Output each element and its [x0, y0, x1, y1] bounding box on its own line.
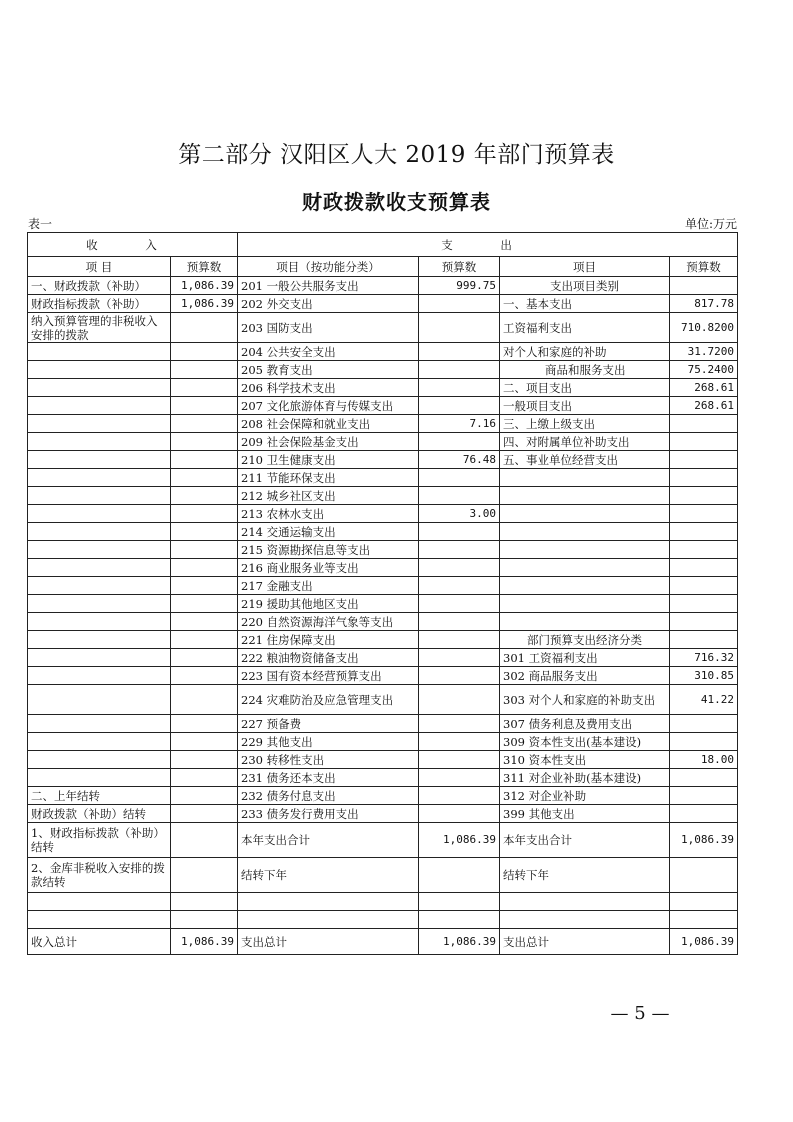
income-budget-cell: [171, 433, 238, 451]
income-item-cell: [28, 911, 171, 929]
function-budget-cell: [419, 751, 500, 769]
income-item-cell: [28, 397, 171, 415]
category-budget-cell: 268.61: [670, 397, 738, 415]
function-budget-cell: 3.00: [419, 505, 500, 523]
income-budget-cell: [171, 631, 238, 649]
function-item-cell: 206 科学技术支出: [238, 379, 419, 397]
function-budget-cell: 1,086.39: [419, 929, 500, 955]
income-item-cell: 1、财政指标拨款（补助）结转: [28, 823, 171, 858]
category-budget-cell: 1,086.39: [670, 823, 738, 858]
income-budget-cell: 1,086.39: [171, 295, 238, 313]
category-item-cell: 309 资本性支出(基本建设): [500, 733, 670, 751]
income-budget-cell: [171, 469, 238, 487]
table-row: [28, 667, 738, 685]
table-row: [28, 929, 738, 955]
function-item-cell: 232 债务付息支出: [238, 787, 419, 805]
category-budget-cell: 41.22: [670, 685, 738, 715]
function-item-cell: 229 其他支出: [238, 733, 419, 751]
function-item-cell: 201 一般公共服务支出: [238, 277, 419, 295]
category-budget-cell: [670, 415, 738, 433]
category-budget-cell: [670, 613, 738, 631]
category-item-cell: [500, 523, 670, 541]
expense-header: 支 出: [238, 233, 738, 257]
column-header-budget2: 预算数: [419, 257, 500, 277]
category-item-cell: 301 工资福利支出: [500, 649, 670, 667]
category-item-cell: 对个人和家庭的补助: [500, 343, 670, 361]
category-item-cell: [500, 595, 670, 613]
category-item-cell: 302 商品服务支出: [500, 667, 670, 685]
income-budget-cell: [171, 733, 238, 751]
category-budget-cell: [670, 911, 738, 929]
income-budget-cell: [171, 805, 238, 823]
income-budget-cell: [171, 451, 238, 469]
income-budget-cell: 1,086.39: [171, 277, 238, 295]
table-row: [28, 469, 738, 487]
category-item-cell: 五、事业单位经营支出: [500, 451, 670, 469]
income-budget-cell: [171, 397, 238, 415]
function-item-cell: 217 金融支出: [238, 577, 419, 595]
table-row: [28, 295, 738, 313]
function-budget-cell: [419, 343, 500, 361]
function-budget-cell: [419, 667, 500, 685]
function-budget-cell: [419, 613, 500, 631]
function-item-cell: [238, 911, 419, 929]
function-budget-cell: [419, 379, 500, 397]
income-item-cell: 纳入预算管理的非税收入安排的拨款: [28, 313, 171, 343]
function-item-cell: 204 公共安全支出: [238, 343, 419, 361]
function-item-cell: 203 国防支出: [238, 313, 419, 343]
table-row: [28, 823, 738, 858]
table-column-header-row: [28, 257, 738, 277]
income-item-cell: [28, 433, 171, 451]
table-row: [28, 277, 738, 295]
income-budget-cell: [171, 559, 238, 577]
category-budget-cell: [670, 277, 738, 295]
table-row: [28, 805, 738, 823]
income-item-cell: 2、金库非税收入安排的拨款结转: [28, 858, 171, 893]
function-budget-cell: [419, 858, 500, 893]
table-number: 表一: [28, 217, 53, 231]
income-item-cell: [28, 487, 171, 505]
category-budget-cell: [670, 787, 738, 805]
table-row: [28, 911, 738, 929]
table-row: [28, 343, 738, 361]
function-item-cell: 支出总计: [238, 929, 419, 955]
category-item-cell: 399 其他支出: [500, 805, 670, 823]
function-budget-cell: [419, 911, 500, 929]
income-item-cell: [28, 769, 171, 787]
category-item-cell: 二、项目支出: [500, 379, 670, 397]
income-header: 收 入: [28, 233, 238, 257]
table-row: [28, 451, 738, 469]
category-budget-cell: [670, 487, 738, 505]
category-budget-cell: 268.61: [670, 379, 738, 397]
income-budget-cell: [171, 715, 238, 733]
category-item-cell: 结转下年: [500, 858, 670, 893]
function-item-cell: 208 社会保障和就业支出: [238, 415, 419, 433]
table-row: [28, 523, 738, 541]
function-budget-cell: [419, 361, 500, 379]
page-title: 第二部分 汉阳区人大 2019 年部门预算表: [178, 142, 615, 168]
income-item-cell: 财政指标拨款（补助）: [28, 295, 171, 313]
category-item-cell: [500, 505, 670, 523]
income-item-cell: [28, 685, 171, 715]
income-budget-cell: [171, 858, 238, 893]
category-item-cell: 四、对附属单位补助支出: [500, 433, 670, 451]
income-budget-cell: [171, 613, 238, 631]
income-item-cell: [28, 893, 171, 911]
function-item-cell: 207 文化旅游体育与传媒支出: [238, 397, 419, 415]
function-budget-cell: [419, 685, 500, 715]
function-item-cell: 221 住房保障支出: [238, 631, 419, 649]
function-item-cell: 212 城乡社区支出: [238, 487, 419, 505]
income-budget-cell: [171, 505, 238, 523]
table-row: [28, 858, 738, 893]
category-budget-cell: 1,086.39: [670, 929, 738, 955]
function-budget-cell: [419, 487, 500, 505]
income-budget-cell: [171, 343, 238, 361]
function-budget-cell: [419, 313, 500, 343]
category-budget-cell: 716.32: [670, 649, 738, 667]
income-budget-cell: [171, 487, 238, 505]
category-item-cell: 310 资本性支出: [500, 751, 670, 769]
income-item-cell: [28, 577, 171, 595]
category-item-cell: [500, 469, 670, 487]
column-header-budget3: 预算数: [670, 257, 738, 277]
income-budget-cell: [171, 649, 238, 667]
function-item-cell: 224 灾难防治及应急管理支出: [238, 685, 419, 715]
category-budget-cell: [670, 595, 738, 613]
income-item-cell: [28, 343, 171, 361]
category-item-cell: 支出总计: [500, 929, 670, 955]
function-item-cell: 220 自然资源海洋气象等支出: [238, 613, 419, 631]
page-number: — 5 —: [610, 1003, 670, 1024]
income-item-cell: [28, 505, 171, 523]
income-item-cell: [28, 649, 171, 667]
function-item-cell: 本年支出合计: [238, 823, 419, 858]
function-budget-cell: [419, 733, 500, 751]
function-item-cell: [238, 893, 419, 911]
function-item-cell: 211 节能环保支出: [238, 469, 419, 487]
column-header-item: 项 目: [28, 257, 171, 277]
income-item-cell: 一、财政拨款（补助）: [28, 277, 171, 295]
table-row: [28, 787, 738, 805]
income-budget-cell: [171, 911, 238, 929]
table-row: [28, 361, 738, 379]
table-row: [28, 577, 738, 595]
category-budget-cell: [670, 715, 738, 733]
category-budget-cell: [670, 858, 738, 893]
table-row: [28, 733, 738, 751]
income-item-cell: [28, 559, 171, 577]
function-item-cell: 205 教育支出: [238, 361, 419, 379]
function-budget-cell: [419, 295, 500, 313]
function-budget-cell: 7.16: [419, 415, 500, 433]
income-item-cell: [28, 733, 171, 751]
function-item-cell: 222 粮油物资储备支出: [238, 649, 419, 667]
function-item-cell: 231 债务还本支出: [238, 769, 419, 787]
category-budget-cell: 310.85: [670, 667, 738, 685]
income-item-cell: [28, 379, 171, 397]
income-budget-cell: [171, 667, 238, 685]
category-item-cell: 一般项目支出: [500, 397, 670, 415]
function-budget-cell: 1,086.39: [419, 823, 500, 858]
income-item-cell: [28, 595, 171, 613]
income-budget-cell: 1,086.39: [171, 929, 238, 955]
category-item-cell: [500, 487, 670, 505]
category-budget-cell: [670, 469, 738, 487]
category-item-cell: [500, 541, 670, 559]
function-budget-cell: [419, 559, 500, 577]
category-item-cell: 312 对企业补助: [500, 787, 670, 805]
table-row: [28, 433, 738, 451]
category-budget-cell: [670, 577, 738, 595]
function-budget-cell: [419, 541, 500, 559]
table-row: [28, 631, 738, 649]
function-budget-cell: [419, 715, 500, 733]
function-item-cell: 215 资源勘探信息等支出: [238, 541, 419, 559]
category-budget-cell: 817.78: [670, 295, 738, 313]
column-header-budget: 预算数: [171, 257, 238, 277]
category-item-cell: 311 对企业补助(基本建设): [500, 769, 670, 787]
table-row: [28, 751, 738, 769]
income-item-cell: 二、上年结转: [28, 787, 171, 805]
budget-table: [27, 232, 738, 955]
category-budget-cell: 710.8200: [670, 313, 738, 343]
table-row: [28, 397, 738, 415]
table-row: [28, 313, 738, 343]
income-budget-cell: [171, 751, 238, 769]
function-budget-cell: [419, 595, 500, 613]
category-budget-cell: 18.00: [670, 751, 738, 769]
category-budget-cell: 31.7200: [670, 343, 738, 361]
function-item-cell: 219 援助其他地区支出: [238, 595, 419, 613]
table-row: [28, 379, 738, 397]
income-item-cell: [28, 361, 171, 379]
income-item-cell: [28, 541, 171, 559]
category-item-cell: [500, 559, 670, 577]
function-budget-cell: 999.75: [419, 277, 500, 295]
category-budget-cell: [670, 541, 738, 559]
category-item-cell: 本年支出合计: [500, 823, 670, 858]
income-budget-cell: [171, 893, 238, 911]
category-budget-cell: [670, 805, 738, 823]
income-budget-cell: [171, 523, 238, 541]
category-budget-cell: [670, 733, 738, 751]
function-item-cell: 结转下年: [238, 858, 419, 893]
table-row: [28, 893, 738, 911]
category-budget-cell: [670, 433, 738, 451]
unit-label: 单位:万元: [684, 217, 737, 231]
income-budget-cell: [171, 823, 238, 858]
category-item-cell: 307 债务利息及费用支出: [500, 715, 670, 733]
function-item-cell: 233 债务发行费用支出: [238, 805, 419, 823]
income-item-cell: [28, 715, 171, 733]
function-item-cell: 227 预备费: [238, 715, 419, 733]
income-budget-cell: [171, 769, 238, 787]
table-row: [28, 685, 738, 715]
table-row: [28, 415, 738, 433]
category-budget-cell: [670, 451, 738, 469]
income-budget-cell: [171, 685, 238, 715]
category-item-cell: 三、上缴上级支出: [500, 415, 670, 433]
table-row: [28, 715, 738, 733]
table-title: 财政拨款收支预算表: [302, 190, 491, 214]
income-item-cell: [28, 667, 171, 685]
income-item-cell: [28, 523, 171, 541]
column-header-item3: 项目: [500, 257, 670, 277]
table-row: [28, 649, 738, 667]
function-budget-cell: [419, 469, 500, 487]
income-budget-cell: [171, 787, 238, 805]
function-budget-cell: [419, 649, 500, 667]
income-budget-cell: [171, 595, 238, 613]
category-budget-cell: 75.2400: [670, 361, 738, 379]
function-budget-cell: [419, 631, 500, 649]
table-row: [28, 559, 738, 577]
category-budget-cell: [670, 559, 738, 577]
category-budget-cell: [670, 505, 738, 523]
table-row: [28, 487, 738, 505]
function-item-cell: 230 转移性支出: [238, 751, 419, 769]
income-item-cell: 收入总计: [28, 929, 171, 955]
function-budget-cell: [419, 787, 500, 805]
function-budget-cell: [419, 523, 500, 541]
income-budget-cell: [171, 577, 238, 595]
category-item-cell: 工资福利支出: [500, 313, 670, 343]
income-item-cell: [28, 613, 171, 631]
category-budget-cell: [670, 893, 738, 911]
category-item-cell: 303 对个人和家庭的补助支出: [500, 685, 670, 715]
category-item-cell: [500, 893, 670, 911]
table-row: [28, 541, 738, 559]
function-budget-cell: [419, 769, 500, 787]
table-row: [28, 505, 738, 523]
income-budget-cell: [171, 541, 238, 559]
income-budget-cell: [171, 415, 238, 433]
function-item-cell: 202 外交支出: [238, 295, 419, 313]
category-item-cell: [500, 911, 670, 929]
table-row: [28, 769, 738, 787]
income-budget-cell: [171, 379, 238, 397]
function-budget-cell: [419, 433, 500, 451]
income-budget-cell: [171, 361, 238, 379]
function-item-cell: 210 卫生健康支出: [238, 451, 419, 469]
income-item-cell: [28, 751, 171, 769]
function-item-cell: 216 商业服务业等支出: [238, 559, 419, 577]
table-section-header-row: [28, 233, 738, 257]
function-budget-cell: [419, 397, 500, 415]
function-budget-cell: [419, 893, 500, 911]
category-item-cell: [500, 613, 670, 631]
category-item-cell: 一、基本支出: [500, 295, 670, 313]
category-item-cell: 支出项目类别: [500, 277, 670, 295]
function-item-cell: 213 农林水支出: [238, 505, 419, 523]
category-item-cell: 商品和服务支出: [500, 361, 670, 379]
function-budget-cell: [419, 805, 500, 823]
function-item-cell: 223 国有资本经营预算支出: [238, 667, 419, 685]
income-item-cell: [28, 631, 171, 649]
function-budget-cell: [419, 577, 500, 595]
income-item-cell: [28, 469, 171, 487]
category-item-cell: [500, 577, 670, 595]
column-header-function: 项目（按功能分类）: [238, 257, 419, 277]
category-budget-cell: [670, 523, 738, 541]
function-item-cell: 209 社会保险基金支出: [238, 433, 419, 451]
income-item-cell: [28, 451, 171, 469]
category-budget-cell: [670, 769, 738, 787]
table-row: [28, 595, 738, 613]
category-budget-cell: [670, 631, 738, 649]
category-item-cell: 部门预算支出经济分类: [500, 631, 670, 649]
income-item-cell: 财政拨款（补助）结转: [28, 805, 171, 823]
function-budget-cell: 76.48: [419, 451, 500, 469]
function-item-cell: 214 交通运输支出: [238, 523, 419, 541]
income-item-cell: [28, 415, 171, 433]
table-row: [28, 613, 738, 631]
income-budget-cell: [171, 313, 238, 343]
